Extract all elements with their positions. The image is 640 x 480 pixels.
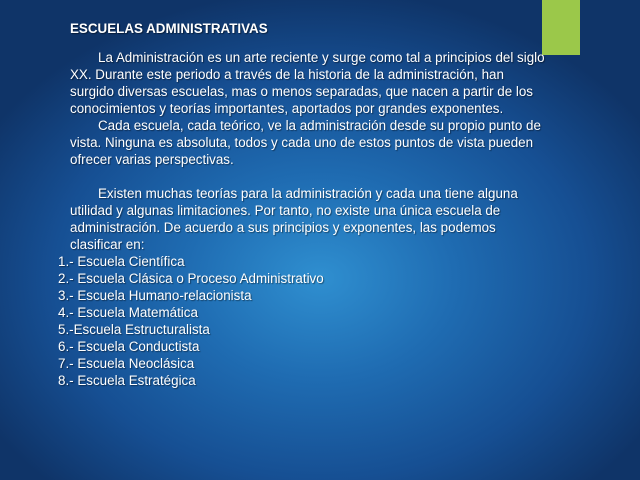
paragraph-perspective: Cada escuela, cada teórico, ve la administración desde su propio punto de vista. Ninguna es absoluta, todos y cada uno de estos puntos de vista pueden ofrecer varias perspectivas. — [70, 118, 541, 167]
spacer — [70, 168, 550, 185]
schools-list — [58, 253, 550, 389]
list-item: 8.- Escuela Estratégica — [58, 373, 196, 388]
list-item: 4.- Escuela Matemática — [58, 305, 198, 320]
list-item: 2.- Escuela Clásica o Proceso Administrativo — [58, 271, 324, 286]
slide-content — [58, 20, 550, 389]
list-item: 6.- Escuela Conductista — [58, 339, 200, 354]
list-item: 7.- Escuela Neoclásica — [58, 356, 195, 371]
list-item: 5.-Escuela Estructuralista — [58, 322, 210, 337]
list-item: 3.- Escuela Humano-relacionista — [58, 288, 252, 303]
paragraph-classification: Existen muchas teorías para la administración y cada una tiene alguna utilidad y algunas limitaciones. Por tanto, no existe una única escuela de administración. De acuerdo a sus principios y exponentes, las podemos clasificar en: — [70, 186, 518, 252]
list-item: 1.- Escuela Científica — [58, 254, 185, 269]
paragraph-intro: La Administración es un arte reciente y surge como tal a principios del siglo XX. Durante este periodo a través de la historia de la administración, han surgido diversas escuelas, mas o menos separadas, que nacen a partir de los conocimientos y teorías importantes, aportados por grandes exponentes. — [70, 50, 545, 116]
slide-title: ESCUELAS ADMINISTRATIVAS — [70, 21, 268, 36]
